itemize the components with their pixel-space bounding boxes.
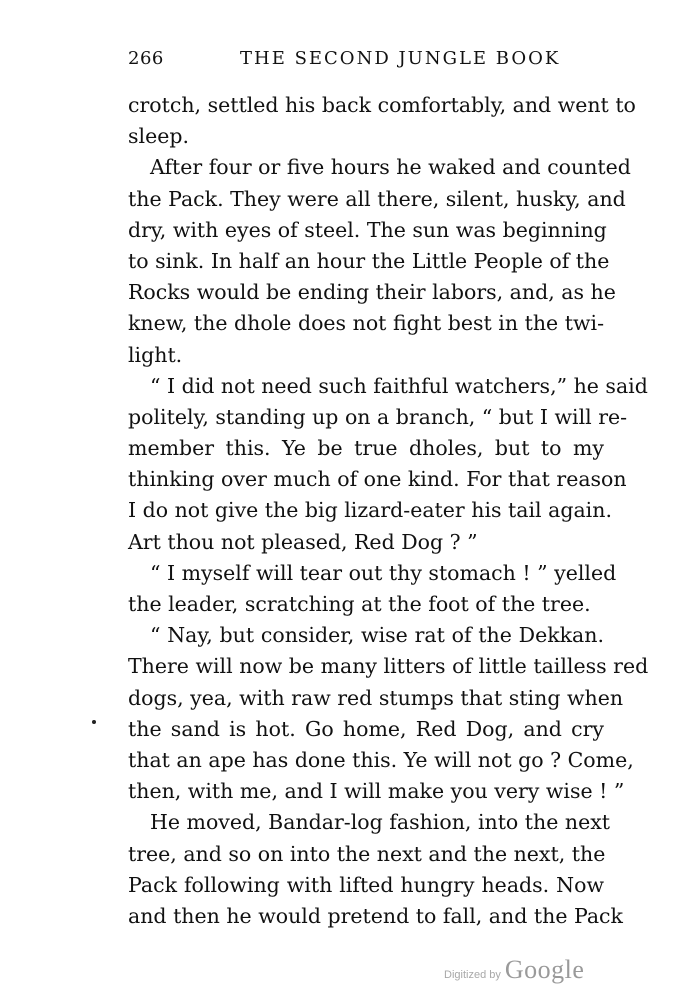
text-line: I do not give the big lizard-eater his tail again. — [128, 498, 612, 523]
text-line: “ I myself will tear out thy stomach ! ” yelled — [150, 560, 617, 585]
text-line: Pack following with lifted hungry heads. Now — [128, 872, 604, 897]
text-line: dogs, yea, with raw red stumps that sting when — [128, 685, 624, 710]
text-line: and then he would pretend to fall, and the Pack — [128, 903, 623, 928]
watermark — [444, 955, 584, 985]
text-line: “ Nay, but consider, wise rat of the Dekkan. — [150, 623, 604, 648]
text-line: “ I did not need such faithful watchers,” he said — [150, 373, 648, 398]
text-line: light. — [128, 342, 183, 367]
text-line: to sink. In half an hour the Little People of the — [128, 248, 610, 273]
text-line: Rocks would be ending their labors, and, as he — [128, 280, 616, 305]
watermark-brand: Google — [504, 955, 585, 984]
page-number: 266 — [128, 48, 164, 69]
text-line: tree, and so on into the next and the next, the — [128, 841, 606, 866]
text-line: Art thou not pleased, Red Dog ? ” — [128, 529, 478, 554]
text-line: then, with me, and I will make you very wise ! ” — [128, 779, 625, 804]
text-line: knew, the dhole does not fight best in the twi- — [128, 311, 604, 336]
text-line: the Pack. They were all there, silent, husky, and — [128, 186, 626, 211]
body-text — [128, 90, 649, 932]
text-line: After four or five hours he waked and counted — [150, 155, 631, 180]
page-header — [128, 48, 604, 76]
text-line: member this. Ye be true dholes, but to my — [128, 436, 604, 461]
text-line: There will now be many litters of little tailless red — [128, 654, 649, 679]
text-line: sleep. — [128, 124, 189, 149]
text-line: He moved, Bandar-log fashion, into the next — [150, 810, 611, 835]
text-line: that an ape has done this. Ye will not go ? Come, — [128, 747, 634, 772]
text-line: thinking over much of one kind. For that reason — [128, 467, 627, 492]
text-line: crotch, settled his back comfortably, and went to — [128, 93, 636, 117]
text-line: the leader, scratching at the foot of the tree. — [128, 592, 591, 616]
text-line: the sand is hot. Go home, Red Dog, and cry — [128, 716, 604, 741]
running-title: THE SECOND JUNGLE BOOK — [240, 48, 561, 69]
stray-ink-mark — [92, 720, 96, 724]
watermark-prefix: Digitized by — [444, 969, 501, 981]
text-line: politely, standing up on a branch, “ but I will re- — [128, 404, 628, 429]
text-line: dry, with eyes of steel. The sun was beginning — [128, 217, 607, 242]
